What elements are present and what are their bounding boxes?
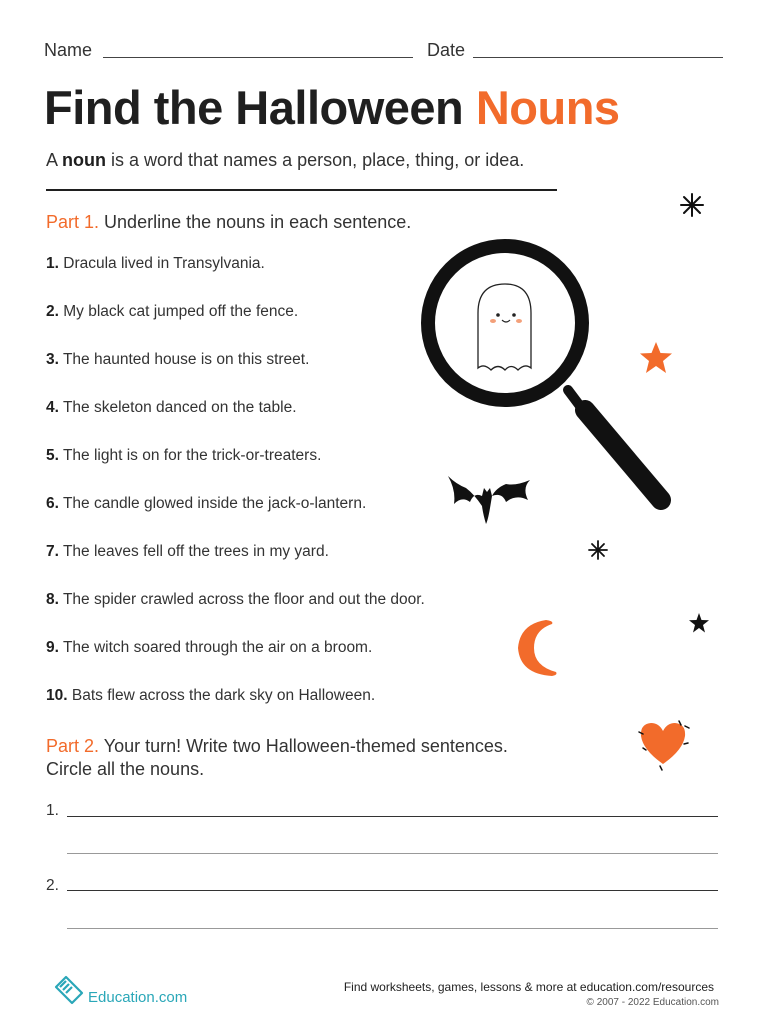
sentence-text[interactable]: The leaves fell off the trees in my yard. (62, 543, 329, 560)
sentence-number: 5. (46, 447, 59, 464)
sentence-text[interactable]: Dracula lived in Transylvania. (63, 255, 265, 272)
sentence-item (46, 543, 329, 561)
sentence-item (46, 639, 372, 657)
sentence-number: 3. (46, 351, 59, 368)
noun-definition (46, 150, 524, 171)
sentence-text[interactable]: My black cat jumped off the fence. (63, 303, 299, 320)
sentence-item (46, 495, 366, 513)
sentence-text[interactable]: The witch soared through the air on a broom. (62, 639, 373, 656)
part2-instruction-line2: Circle all the nouns. (46, 759, 205, 779)
sentence-item (46, 399, 297, 417)
sentence-text[interactable]: The skeleton danced on the table. (62, 399, 297, 416)
sentence-item (46, 255, 265, 273)
definition-divider (46, 189, 557, 191)
sentence-item (46, 687, 375, 705)
part1-heading (46, 212, 411, 233)
sparkle-icon (679, 192, 705, 218)
sentence-item (46, 591, 425, 609)
answer-number: 2. (46, 877, 59, 894)
part2-heading (46, 736, 508, 757)
title-main: Find the Halloween (44, 81, 464, 134)
sentence-text[interactable]: The spider crawled across the floor and out the door. (62, 591, 425, 608)
sentence-number: 6. (46, 495, 59, 512)
moon-icon (512, 618, 560, 678)
answer-number: 1. (46, 802, 59, 819)
sentence-number: 2. (46, 303, 59, 320)
sentence-item (46, 447, 321, 465)
part2-instruction: Your turn! Write two Halloween-themed sentences. (103, 736, 508, 756)
part1-instruction: Underline the nouns in each sentence. (104, 212, 412, 232)
sentence-number: 10. (46, 687, 68, 704)
sentence-number: 8. (46, 591, 59, 608)
title-accent: Nouns (475, 81, 620, 134)
sentence-number: 4. (46, 399, 59, 416)
answer-line[interactable] (67, 816, 718, 817)
date-label: Date (427, 40, 466, 60)
part2-label: Part 2. (46, 736, 100, 756)
name-label: Name (44, 40, 93, 60)
sentence-number: 9. (46, 639, 59, 656)
date-field[interactable] (473, 57, 723, 58)
sentence-item (46, 351, 309, 369)
name-field[interactable] (103, 57, 413, 58)
definition-text: is a word that names a person, place, thing, or idea. (111, 150, 525, 170)
footer-logo[interactable]: Education.com (88, 989, 188, 1006)
sentence-text[interactable]: The haunted house is on this street. (62, 351, 310, 368)
footer-copyright: © 2007 - 2022 Education.com (586, 997, 719, 1008)
sparkle-icon (587, 539, 609, 561)
sentence-number: 7. (46, 543, 59, 560)
sentence-text[interactable]: Bats flew across the dark sky on Halloween. (71, 687, 376, 704)
education-logo-icon (52, 973, 86, 1005)
bat-icon (446, 470, 532, 526)
sentence-text[interactable]: The light is on for the trick-or-treaters. (62, 447, 322, 464)
answer-line[interactable] (67, 853, 718, 854)
part1-label: Part 1. (46, 212, 100, 232)
sentence-item (46, 303, 298, 321)
star-icon (688, 612, 710, 634)
page-title (44, 80, 620, 135)
sentence-number: 1. (46, 255, 59, 272)
heart-icon (635, 716, 691, 772)
ghost-icon (478, 284, 531, 370)
answer-line[interactable] (67, 890, 718, 891)
sentence-text[interactable]: The candle glowed inside the jack-o-lantern. (62, 495, 367, 512)
answer-line[interactable] (67, 928, 718, 929)
definition-term: noun (62, 150, 107, 170)
definition-prefix: A (46, 150, 58, 170)
star-icon (638, 340, 674, 376)
footer-tagline[interactable]: Find worksheets, games, lessons & more at education.com/resources (343, 980, 714, 994)
